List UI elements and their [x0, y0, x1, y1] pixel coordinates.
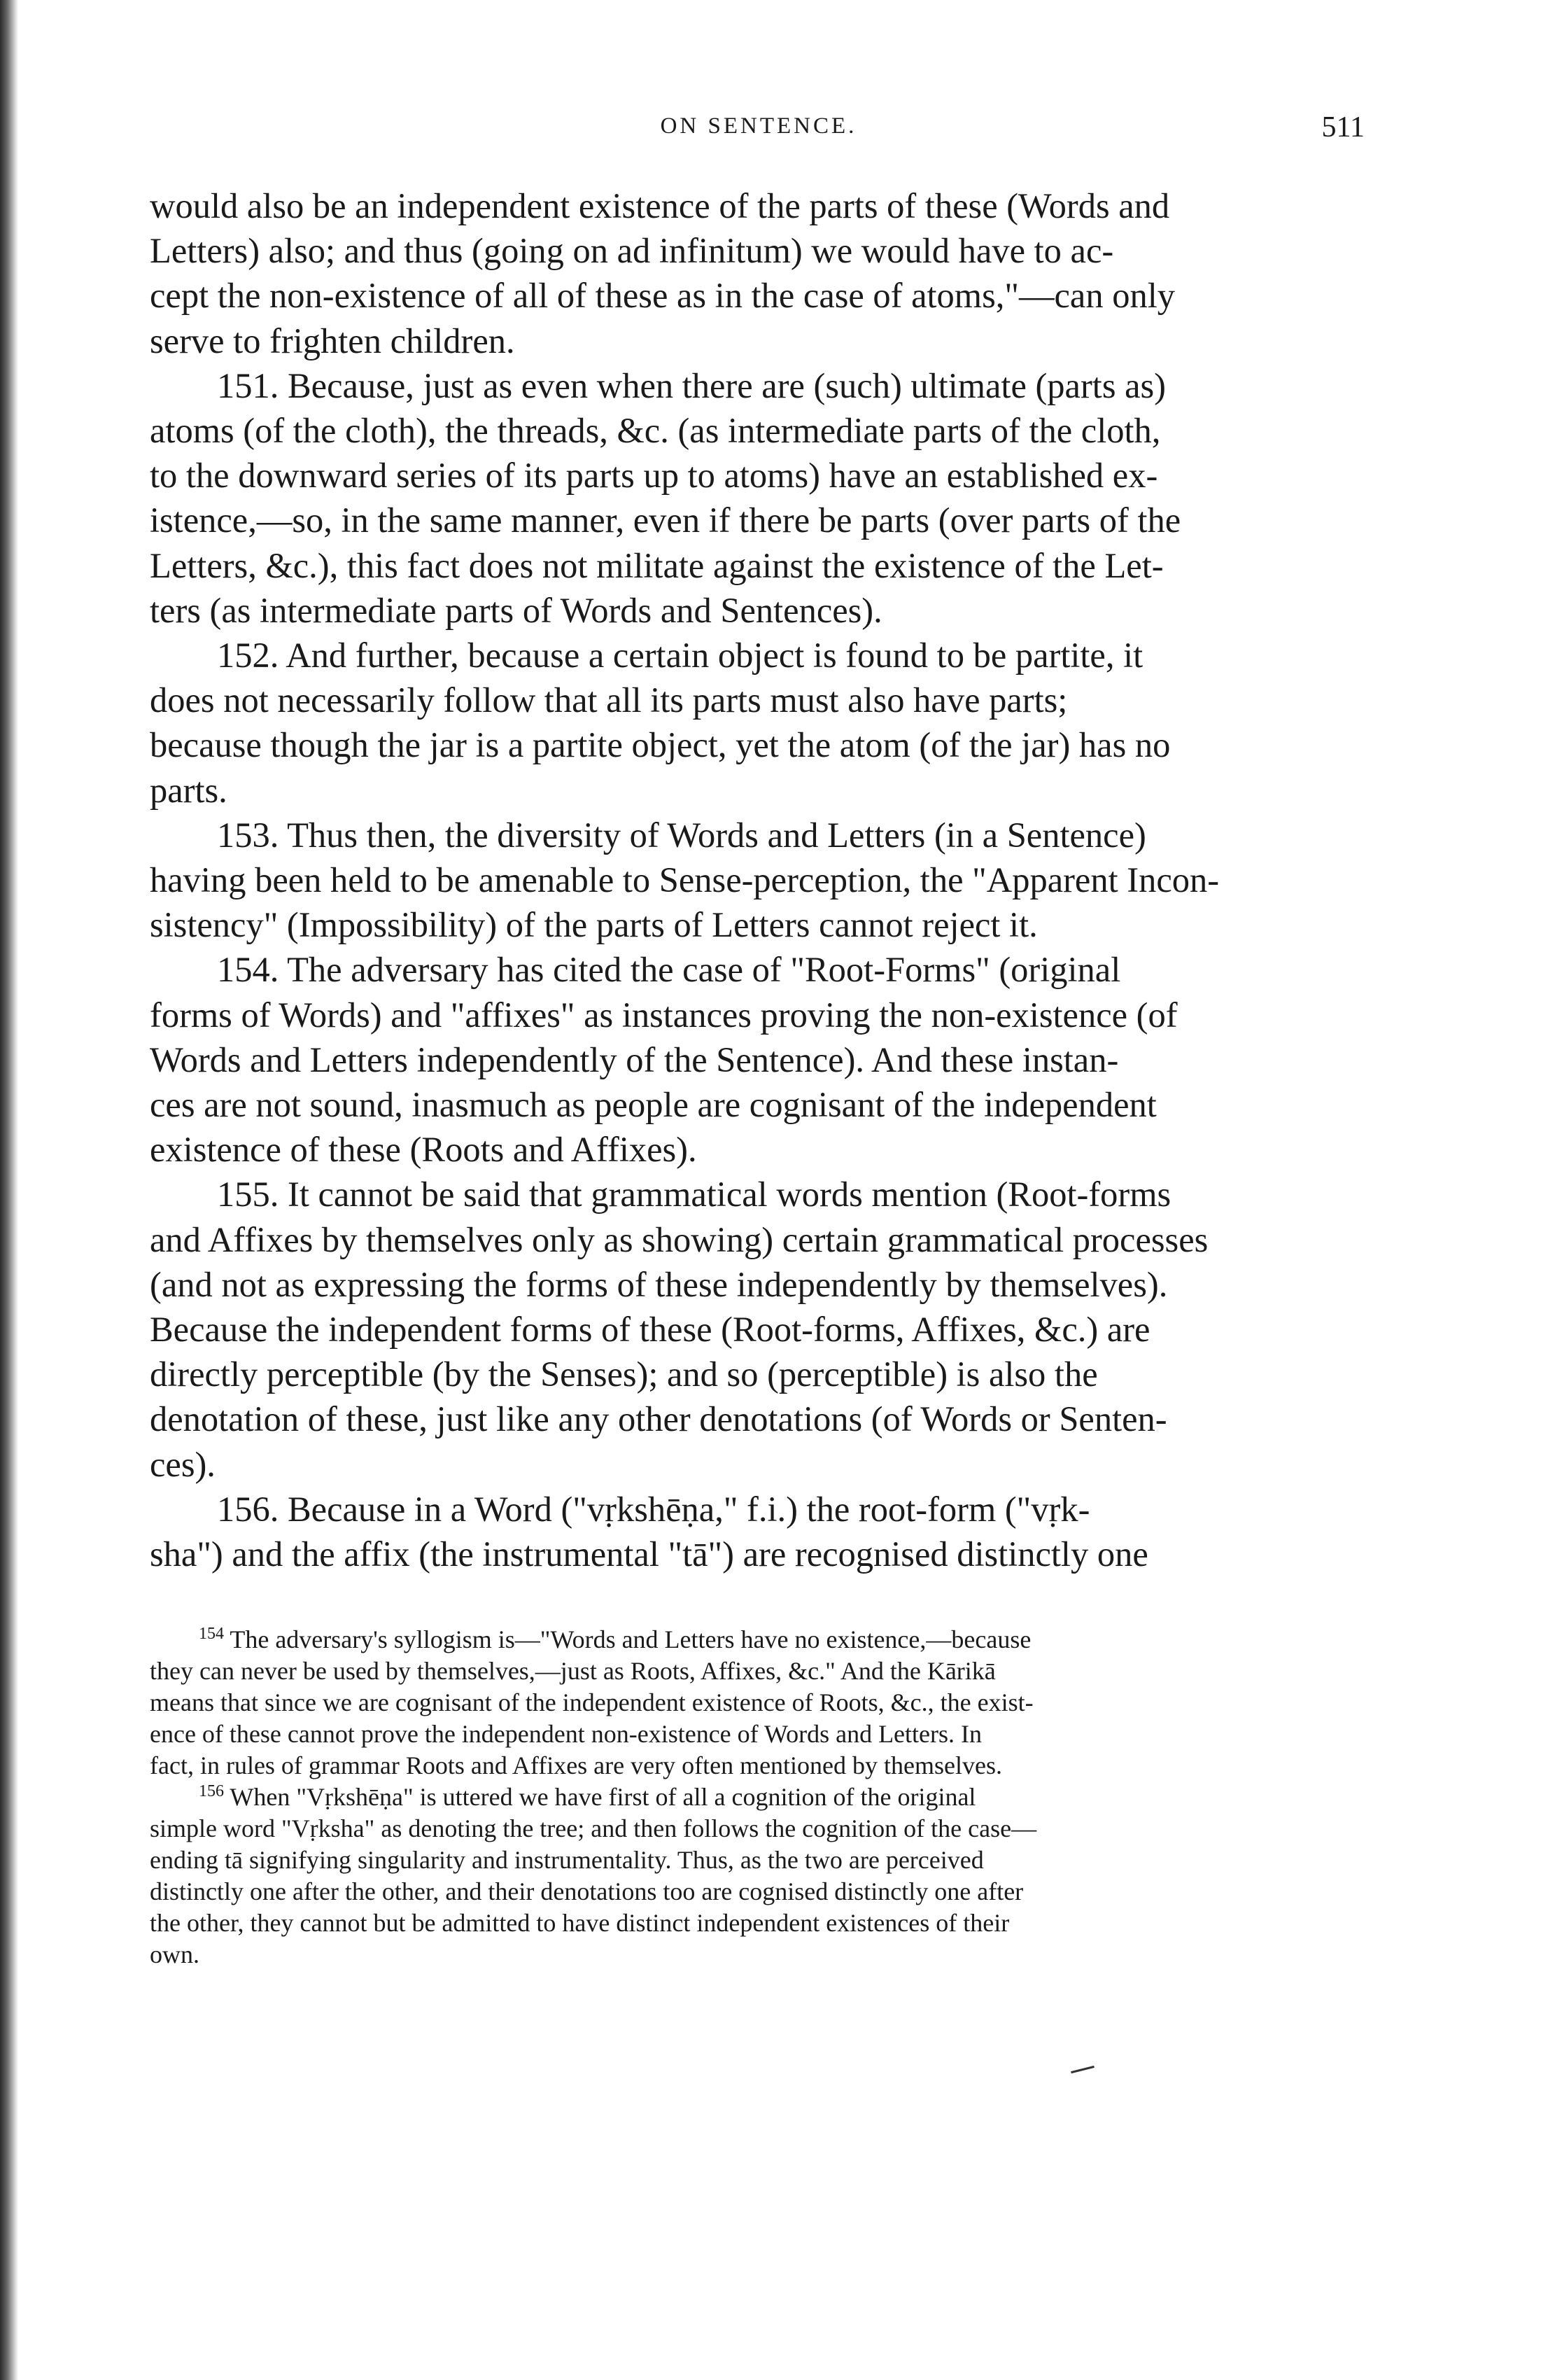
text-line: would also be an independent existence of the parts of these (Words and	[150, 186, 1170, 225]
footnote-line: simple word "Vṛksha" as denoting the tree; and then follows the cognition of the case—	[150, 1814, 1037, 1842]
footnote-mark: 154	[199, 1625, 224, 1643]
text-line: ces).	[150, 1444, 216, 1484]
text-line: forms of Words) and "affixes" as instances proving the non-existence (of	[150, 995, 1178, 1035]
footnote-line	[150, 1624, 1367, 1656]
text-line: serve to frighten children.	[150, 321, 515, 360]
text-line: because though the jar is a partite object, yet the atom (of the jar) has no	[150, 725, 1171, 765]
text-line: sistency" (Impossibility) of the parts of Letters cannot reject it.	[150, 905, 1038, 945]
footnote-text: When "Vṛkshēṇa" is uttered we have first of all a cognition of the original	[230, 1783, 976, 1811]
text-line: Because the independent forms of these (Root-forms, Affixes, &c.) are	[150, 1310, 1151, 1350]
text-line: Letters) also; and thus (going on ad infinitum) we would have to ac-	[150, 231, 1114, 271]
text-line: 155. It cannot be said that grammatical words mention (Root-forms	[217, 1175, 1171, 1214]
scan-binding-edge	[0, 0, 18, 2380]
footnote-line: own.	[150, 1940, 199, 1968]
text-line: directly perceptible (by the Senses); and so (perceptible) is also the	[150, 1354, 1098, 1394]
footnote-line: ence of these cannot prove the independent non-existence of Words and Letters. In	[150, 1720, 983, 1748]
text-line: ters (as intermediate parts of Words and Sentences).	[150, 590, 882, 630]
scan-mark	[1071, 2066, 1095, 2073]
footnote-line: fact, in rules of grammar Roots and Affixes are very often mentioned by themselves.	[150, 1751, 1002, 1779]
text-line: 153. Thus then, the diversity of Words and Letters (in a Sentence)	[217, 815, 1146, 855]
text-line: ces are not sound, inasmuch as people are cognisant of the independent	[150, 1085, 1157, 1125]
text-line: having been held to be amenable to Sense-perception, the "Apparent Incon-	[150, 860, 1220, 900]
footnotes	[150, 1624, 1367, 1970]
footnote-text: The adversary's syllogism is—"Words and Letters have no existence,—because	[230, 1625, 1032, 1653]
footnote-line: the other, they cannot but be admitted to have distinct independent existences of their	[150, 1909, 1010, 1937]
text-line: and Affixes by themselves only as showing) certain grammatical processes	[150, 1219, 1209, 1259]
footnote-line: distinctly one after the other, and their denotations too are cognised distinctly one after	[150, 1877, 1024, 1905]
text-line: denotation of these, just like any other denotations (of Words or Senten-	[150, 1399, 1167, 1439]
text-line: 151. Because, just as even when there are (such) ultimate (parts as)	[217, 365, 1166, 405]
text-line: to the downward series of its parts up to atoms) have an established ex-	[150, 456, 1158, 496]
footnote-mark: 156	[199, 1782, 224, 1800]
footnote-line	[150, 1782, 1367, 1813]
text-line: sha") and the affix (the instrumental "tā") are recognised distinctly one	[150, 1534, 1148, 1574]
text-line: atoms (of the cloth), the threads, &c. (as intermediate parts of the cloth,	[150, 411, 1161, 451]
text-line: 154. The adversary has cited the case of "Root-Forms" (original	[217, 950, 1121, 990]
text-line: Letters, &c.), this fact does not militate against the existence of the Let-	[150, 545, 1164, 585]
footnote-line: means that since we are cognisant of the independent existence of Roots, &c., the exist-	[150, 1688, 1034, 1716]
text-line: existence of these (Roots and Affixes).	[150, 1130, 697, 1170]
main-text	[150, 183, 1367, 1576]
text-line: (and not as expressing the forms of these independently by themselves).	[150, 1264, 1168, 1304]
page-header	[150, 111, 1367, 153]
footnote-line: ending tā signifying singularity and instrumentality. Thus, as the two are perceived	[150, 1846, 984, 1874]
page-number: 511	[1321, 111, 1365, 144]
text-line: does not necessarily follow that all its parts must also have parts;	[150, 680, 1068, 720]
footnote-line: they can never be used by themselves,—just as Roots, Affixes, &c." And the Kārikā	[150, 1657, 996, 1685]
text-line: 156. Because in a Word ("vṛkshēṇa," f.i.) the root-form ("vṛk-	[217, 1489, 1090, 1529]
text-line: parts.	[150, 770, 227, 810]
text-line: Words and Letters independently of the Sentence). And these instan-	[150, 1040, 1119, 1079]
text-line: 152. And further, because a certain object is found to be partite, it	[217, 636, 1144, 676]
running-head: ON SENTENCE.	[660, 113, 857, 139]
text-line: istence,—so, in the same manner, even if there be parts (over parts of the	[150, 500, 1181, 540]
text-line: cept the non-existence of all of these as in the case of atoms,"—can only	[150, 276, 1175, 316]
